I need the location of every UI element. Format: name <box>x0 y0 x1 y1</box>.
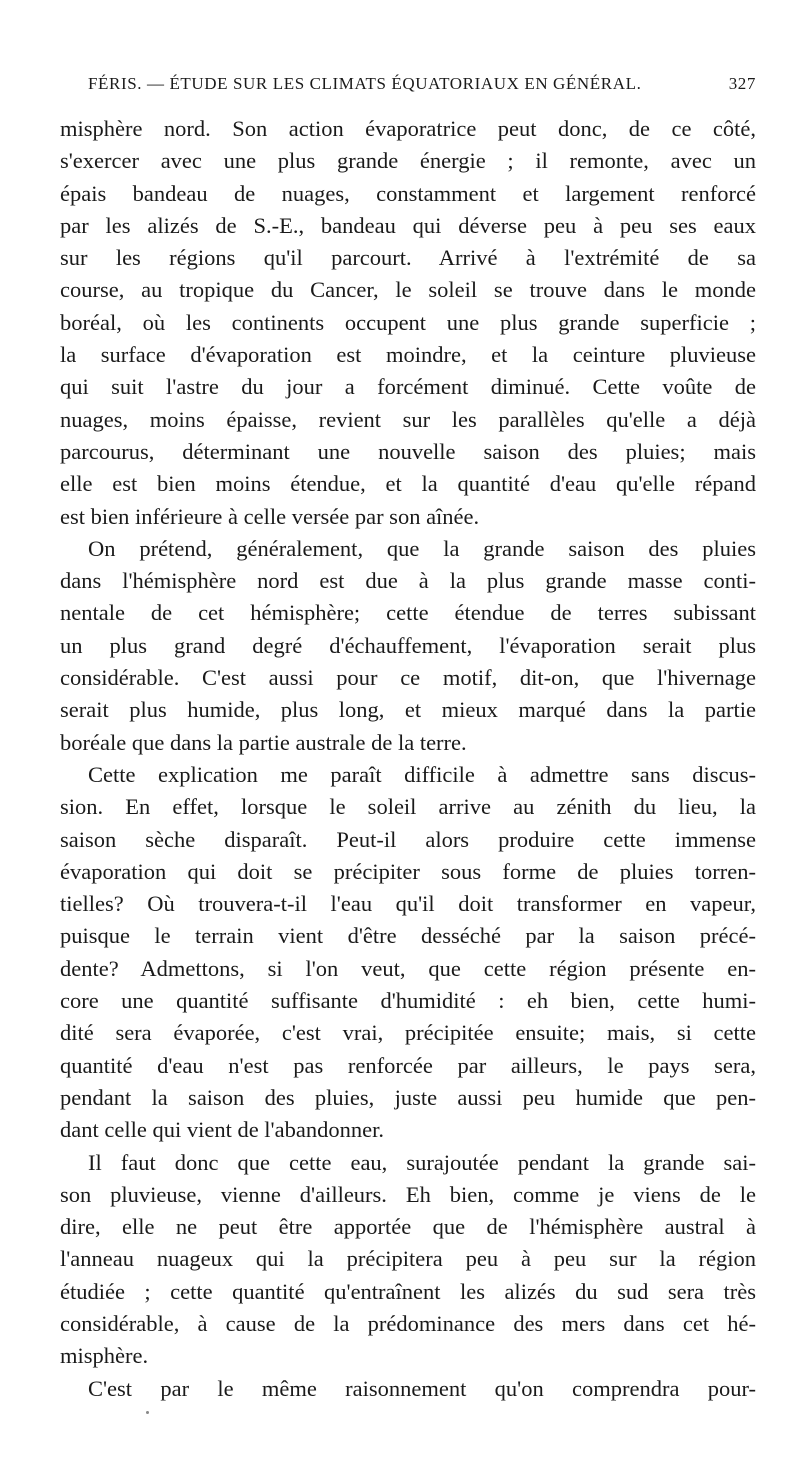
text-line: l'anneau nuageux qui la précipitera peu à peu sur la région <box>60 1246 756 1272</box>
text-line: considérable, à cause de la prédominance des mers dans cet hé- <box>60 1310 756 1336</box>
text-line: quantité d'eau n'est pas renforcée par ailleurs, le pays sera, <box>60 1052 756 1078</box>
paper-speck <box>146 1411 149 1414</box>
text-line: Cette explication me paraît difficile à admettre sans discus- <box>88 761 756 787</box>
body-text <box>60 113 756 1405</box>
text-line: nuages, moins épaisse, revient sur les parallèles qu'elle a déjà <box>60 406 756 432</box>
text-line: dité sera évaporée, c'est vrai, précipitée ensuite; mais, si cette <box>60 1020 756 1046</box>
text-line: misphère nord. Son action évaporatrice peut donc, de ce côté, <box>60 116 756 141</box>
text-line: serait plus humide, plus long, et mieux marqué dans la partie <box>60 697 756 723</box>
text-line: puisque le terrain vient d'être desséché par la saison précé- <box>60 923 756 949</box>
text-line: nentale de cet hémisphère; cette étendue de terres subissant <box>60 600 756 626</box>
text-line: dente? Admettons, si l'on veut, que cette région présente en- <box>60 955 756 981</box>
text-line: core une quantité suffisante d'humidité : eh bien, cette humi- <box>60 988 756 1014</box>
text-line: pendant la saison des pluies, juste aussi peu humide que pen- <box>60 1084 756 1110</box>
paragraph <box>60 533 756 759</box>
text-line: C'est par le même raisonnement qu'on comprendra pour- <box>88 1375 756 1401</box>
text-line: boréal, où les continents occupent une plus grande superficie ; <box>60 309 756 335</box>
text-line: tielles? Où trouvera-t-il l'eau qu'il doit transformer en vapeur, <box>60 891 756 917</box>
paragraph <box>60 113 756 533</box>
text-line: misphère. <box>60 1343 149 1369</box>
text-line: dire, elle ne peut être apportée que de l'hémisphère austral à <box>60 1214 756 1240</box>
text-line: un plus grand degré d'échauffement, l'évaporation serait plus <box>60 632 756 658</box>
text-line: son pluvieuse, vienne d'ailleurs. Eh bien, comme je viens de le <box>60 1181 756 1207</box>
text-line: parcourus, déterminant une nouvelle saison des pluies; mais <box>60 438 756 464</box>
text-line: par les alizés de S.-E., bandeau qui déverse peu à peu ses eaux <box>60 212 756 238</box>
text-line: On prétend, généralement, que la grande saison des pluies <box>88 535 756 561</box>
text-line: qui suit l'astre du jour a forcément diminué. Cette voûte de <box>60 374 756 400</box>
running-head <box>88 74 756 100</box>
text-line: est bien inférieure à celle versée par son aînée. <box>60 503 480 529</box>
running-title: FÉRIS. — ÉTUDE SUR LES CLIMATS ÉQUATORIAUX EN GÉNÉRAL. <box>88 74 642 93</box>
text-line: dant celle qui vient de l'abandonner. <box>60 1117 384 1143</box>
text-line: s'exercer avec une plus grande énergie ; il remonte, avec un <box>60 148 756 174</box>
text-line: course, au tropique du Cancer, le soleil se trouve dans le monde <box>60 277 756 303</box>
page-number: 327 <box>728 74 756 93</box>
text-line: elle est bien moins étendue, et la quantité d'eau qu'elle répand <box>60 471 756 497</box>
paragraph <box>60 759 756 1147</box>
text-line: saison sèche disparaît. Peut-il alors produire cette immense <box>60 826 756 852</box>
text-line: la surface d'évaporation est moindre, et la ceinture pluvieuse <box>60 342 756 368</box>
text-line: dans l'hémisphère nord est due à la plus grande masse conti- <box>60 568 756 594</box>
text-line: sion. En effet, lorsque le soleil arrive au zénith du lieu, la <box>60 794 756 820</box>
text-line: étudiée ; cette quantité qu'entraînent les alizés du sud sera très <box>60 1278 756 1304</box>
text-line: considérable. C'est aussi pour ce motif, dit-on, que l'hivernage <box>60 665 756 691</box>
text-line: sur les régions qu'il parcourt. Arrivé à l'extrémité de sa <box>60 245 756 271</box>
text-line: épais bandeau de nuages, constamment et largement renforcé <box>60 180 756 206</box>
text-line: évaporation qui doit se précipiter sous forme de pluies torren- <box>60 858 756 884</box>
paragraph <box>60 1147 756 1373</box>
paragraph <box>60 1373 756 1405</box>
text-line: Il faut donc que cette eau, surajoutée pendant la grande sai- <box>88 1149 756 1175</box>
text-line: boréale que dans la partie australe de la terre. <box>60 729 467 755</box>
